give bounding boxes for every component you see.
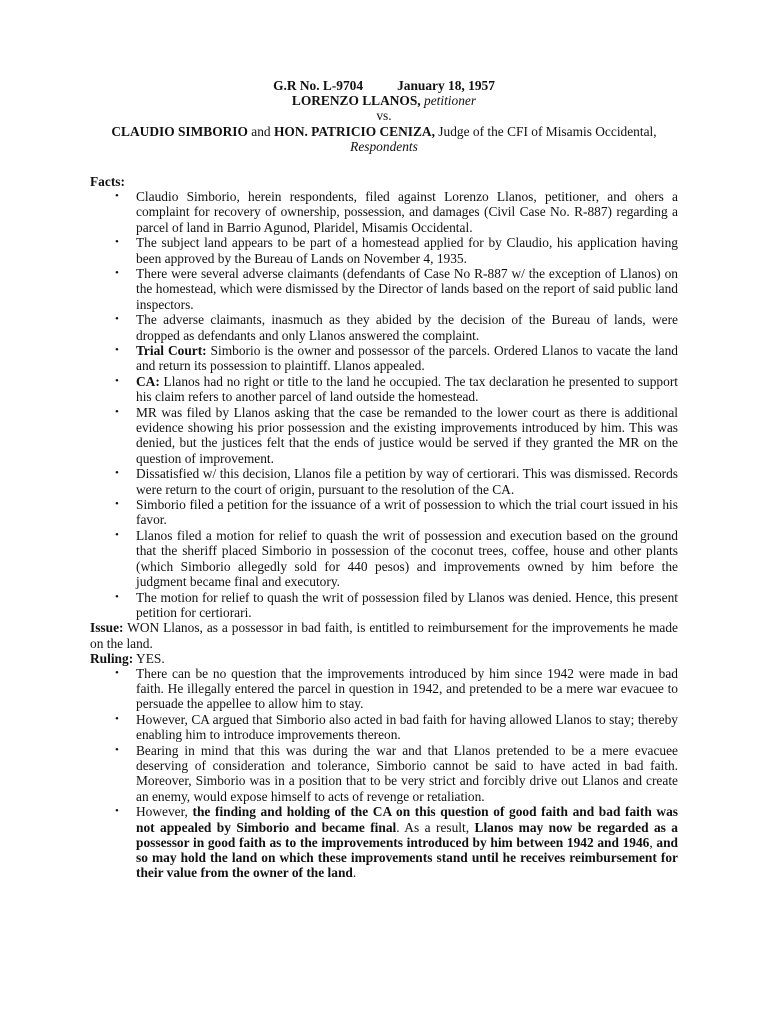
respondent-role: Respondents [350, 138, 418, 154]
fact-item-lead: Trial Court: [136, 343, 207, 359]
fact-item [90, 189, 678, 235]
bullet-icon: • [115, 236, 119, 249]
fact-item-text: MR was filed by Llanos asking that the case be remanded to the lower court as there is additional evidence showing his prior possession and the existing improvements introduced by him. This was denied, but the justices felt that the ends of justice would be served if they granted the MR on the question of improvement. [136, 405, 678, 466]
facts-label: Facts: [90, 174, 125, 190]
bullet-icon: • [115, 667, 119, 680]
fact-item-text: The motion for relief to quash the writ of possession filed by Llanos was denied. Hence, this present petition for certiorari. [136, 589, 678, 620]
fact-item-text: Simborio filed a petition for the issuance of a writ of possession to which the trial court issued in his favor. [136, 497, 678, 528]
fact-item [90, 405, 678, 466]
fact-item-text: Dissatisfied w/ this decision, Llanos file a petition by way of certiorari. This was dismissed. Records were return to the court of origin, pursuant to the resolution of the CA. [136, 466, 678, 497]
issue-paragraph [90, 620, 678, 650]
fact-item [90, 374, 678, 404]
facts-list [90, 189, 678, 620]
fact-item-text: Claudio Simborio, herein respondents, filed against Lorenzo Llanos, petitioner, and ohers a complaint for recovery of ownership, possession, and damages (Civil Case No. R-887) regarding a parcel of land in Barrio Agunod, Plaridel, Misamis Occidental. [136, 189, 678, 235]
fact-item [90, 235, 678, 265]
ruling-item-text: However, CA argued that Simborio also acted in bad faith for having allowed Llanos to stay; thereby enabling him to introduce improvements thereon. [136, 712, 678, 743]
issue-text: WON Llanos, as a possessor in bad faith, is entitled to reimbursement for the improvements he made on the land. [90, 620, 678, 651]
ruling-item-emphasis: Llanos may now be regarded as a possessor in good faith as to the improvements introduced by him between 1942 and 1946 [136, 819, 678, 850]
fact-item-text: The adverse claimants, inasmuch as they abided by the decision of the Bureau of lands, were dropped as defendants and only Llanos answered the complaint. [136, 312, 678, 343]
case-number-line [90, 78, 678, 93]
case-header [90, 78, 678, 154]
fact-item [90, 590, 678, 620]
bullet-icon: • [115, 375, 119, 388]
issue-label: Issue: [90, 620, 124, 636]
ruling-item-text: However, [136, 804, 193, 820]
fact-item-text: Llanos had no right or title to the land he occupied. The tax declaration he presented to support his claim refers to another parcel of land outside the homestead. [136, 374, 678, 405]
document-page [90, 78, 678, 881]
fact-item [90, 497, 678, 527]
ruling-item [90, 712, 678, 742]
fact-item [90, 266, 678, 312]
fact-item-text: Llanos filed a motion for relief to quash the writ of possession and execution based on the ground that the sheriff placed Simborio in possession of the coconut trees, coffee, house and other plants (which Simborio allegedly sold for 440 pesos) and improvements owned by him before the judgment became final and executory. [136, 528, 678, 589]
bullet-icon: • [115, 467, 119, 480]
petitioner-role: petitioner [424, 93, 477, 109]
ruling-list [90, 666, 678, 880]
fact-item [90, 528, 678, 589]
ruling-item [90, 804, 678, 880]
bullet-icon: • [115, 590, 119, 603]
fact-item-text: The subject land appears to be part of a homestead applied for by Claudio, his application having been approved by the Bureau of Lands on November 4, 1935. [136, 235, 678, 266]
ruling-item-emphasis: and so may hold the land on which these improvements stand until he receives reimbursement for their value from the owner of the land [136, 834, 678, 881]
ruling-item-text: There can be no question that the improvements introduced by him since 1942 were made in bad faith. He illegally entered the parcel in question in 1942, and pretended to be a mere war evacuee to persuade the appellee to allow him to stay. [136, 666, 678, 712]
fact-item-text: Simborio is the owner and possessor of the parcels. Ordered Llanos to vacate the land and return its possession to plaintiff. Llanos appealed. [136, 343, 678, 374]
bullet-icon: • [115, 313, 119, 326]
bullet-icon: • [115, 529, 119, 542]
fact-item [90, 343, 678, 373]
fact-item-text: There were several adverse claimants (defendants of Case No R-887 w/ the exception of Llanos) on the homestead, which were dismissed by the Director of lands based on the report of said public land inspectors. [136, 266, 678, 312]
bullet-icon: • [115, 344, 119, 357]
bullet-icon: • [115, 190, 119, 203]
bullet-icon: • [115, 744, 119, 757]
fact-item-lead: CA: [136, 374, 160, 390]
ruling-item [90, 743, 678, 804]
ruling-paragraph [90, 651, 678, 666]
bullet-icon: • [115, 498, 119, 511]
respondents-line [90, 124, 678, 154]
bullet-icon: • [115, 713, 119, 726]
ruling-item-emphasis: the finding and holding of the CA on this question of good faith and bad faith was not appealed by Simborio and became final [136, 804, 678, 835]
ruling-item [90, 666, 678, 712]
respondent-2-description: Judge of the CFI of Misamis Occidental, [438, 123, 657, 139]
ruling-item-text: , [649, 834, 657, 850]
versus: vs. [376, 108, 392, 124]
bullet-icon: • [115, 805, 119, 818]
fact-item [90, 312, 678, 342]
case-date: January 18, 1957 [397, 78, 495, 93]
petitioner-name: LORENZO LLANOS, [291, 93, 421, 109]
petitioner-line [90, 93, 678, 108]
respondent-1: CLAUDIO SIMBORIO [111, 123, 248, 139]
respondent-conjunction: and [251, 123, 271, 139]
respondent-2: HON. PATRICIO CENIZA, [273, 123, 435, 139]
ruling-label: Ruling: [90, 650, 134, 666]
ruling-item-text: . [352, 865, 357, 881]
ruling-item-text: . As a result, [396, 819, 475, 835]
bullet-icon: • [115, 267, 119, 280]
bullet-icon: • [115, 406, 119, 419]
fact-item [90, 466, 678, 496]
ruling-item-text: Bearing in mind that this was during the war and that Llanos pretended to be a mere evacuee deserving of consideration and tolerance, Simborio cannot be said to have acted in bad faith. Moreover, Simborio was in a position that to be very strict and forcibly drive out Llanos and create an enemy, would expose himself to acts of revenge or retaliation. [136, 743, 678, 804]
ruling-answer: YES. [133, 650, 165, 666]
case-number: G.R No. L-9704 [273, 78, 364, 93]
